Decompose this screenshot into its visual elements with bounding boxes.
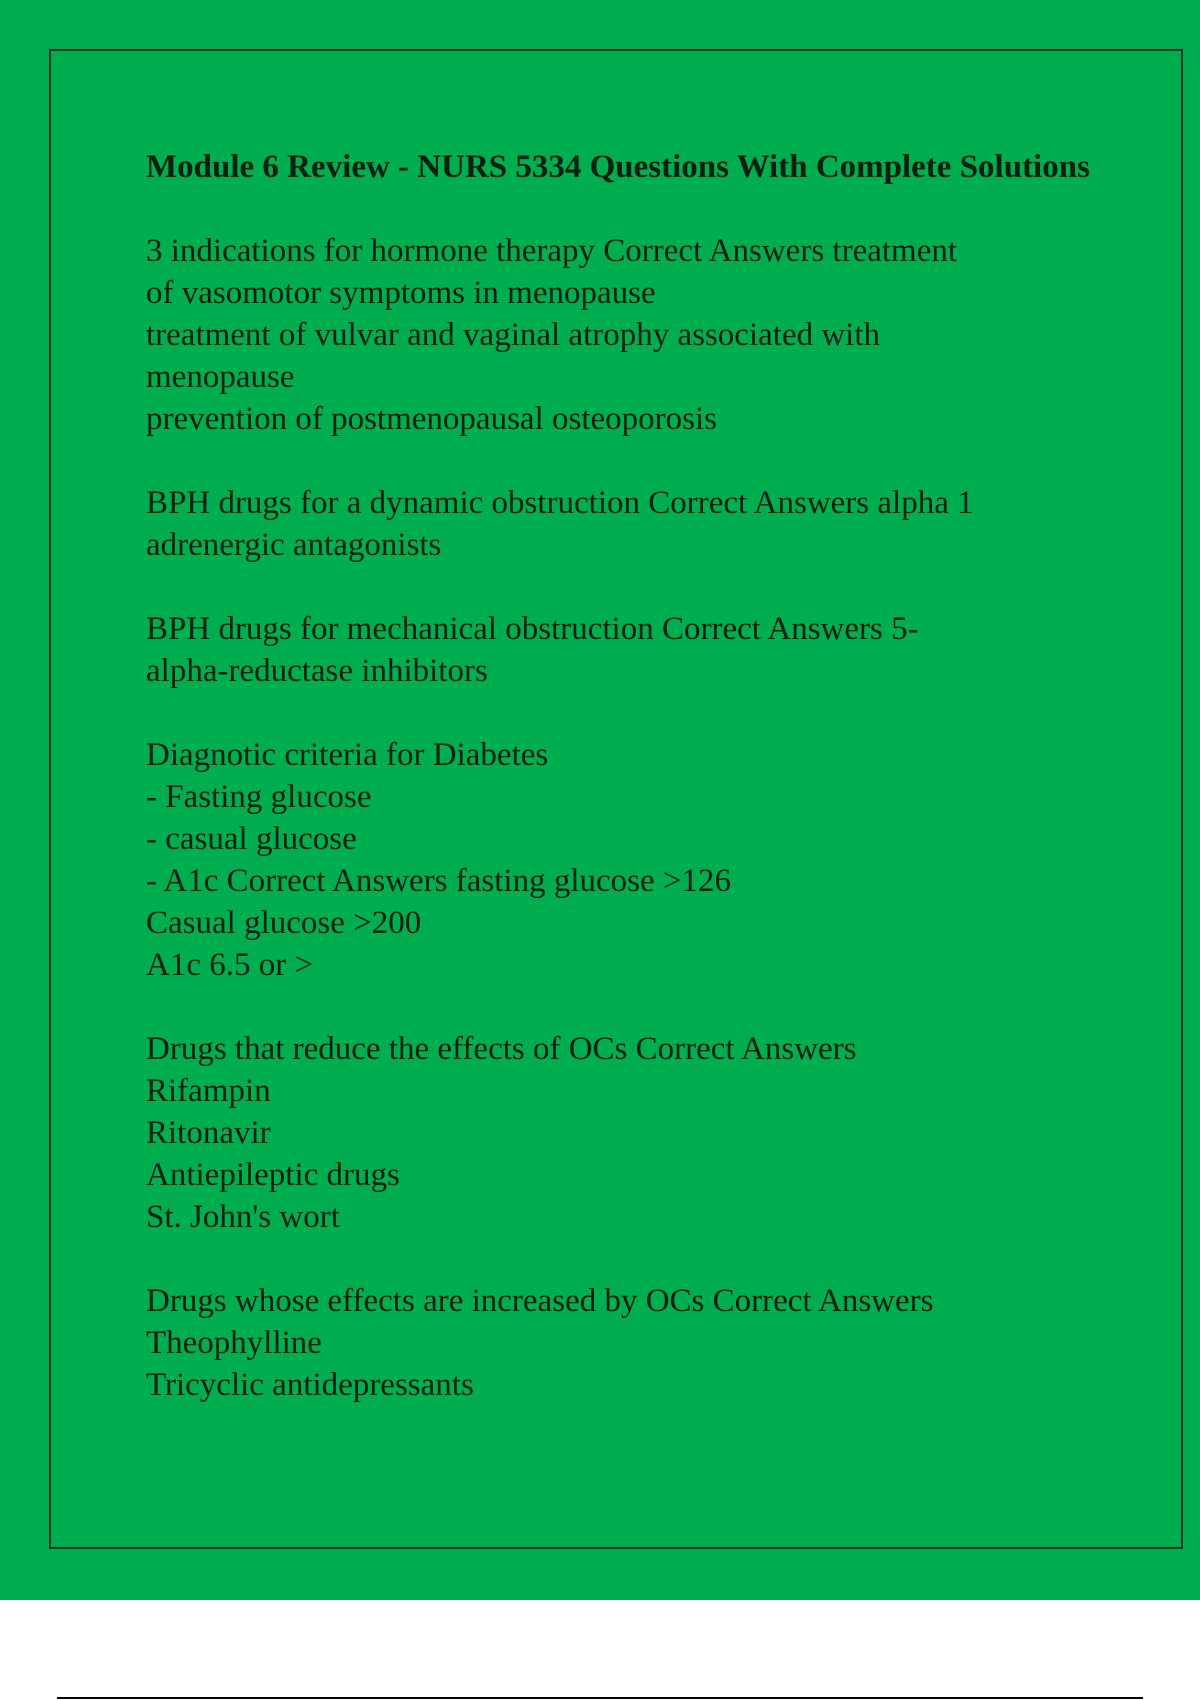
document-title: Module 6 Review - NURS 5334 Questions With Complete Solutions — [146, 149, 1090, 185]
qa-line: Rifampin — [146, 1073, 271, 1109]
qa-line: 3 indications for hormone therapy Correct Answers treatment — [146, 233, 958, 269]
qa-line: Drugs that reduce the effects of OCs Correct Answers — [146, 1031, 857, 1067]
qa-line: BPH drugs for mechanical obstruction Correct Answers 5- — [146, 611, 919, 647]
qa-line: prevention of postmenopausal osteoporosis — [146, 401, 717, 437]
qa-item-diabetes-criteria — [146, 734, 1106, 986]
qa-line: Casual glucose >200 — [146, 905, 422, 941]
qa-line: - casual glucose — [146, 821, 357, 857]
qa-line: BPH drugs for a dynamic obstruction Correct Answers alpha 1 — [146, 485, 974, 521]
qa-line: - Fasting glucose — [146, 779, 372, 815]
qa-item-oc-reducers — [146, 1028, 1106, 1238]
qa-line: St. John's wort — [146, 1199, 340, 1235]
qa-item-oc-increased — [146, 1280, 1106, 1406]
document-content — [146, 146, 1106, 1448]
qa-line: Diagnotic criteria for Diabetes — [146, 737, 549, 773]
qa-line: alpha-reductase inhibitors — [146, 653, 488, 689]
qa-line: Ritonavir — [146, 1115, 271, 1151]
qa-line: menopause — [146, 359, 295, 395]
footer-rule — [57, 1697, 1143, 1699]
qa-line: Theophylline — [146, 1325, 322, 1361]
qa-item-bph-mechanical — [146, 608, 1106, 692]
qa-line: of vasomotor symptoms in menopause — [146, 275, 656, 311]
qa-line: Tricyclic antidepressants — [146, 1367, 474, 1403]
qa-item-bph-dynamic — [146, 482, 1106, 566]
qa-line: treatment of vulvar and vaginal atrophy associated with — [146, 317, 881, 353]
qa-line: A1c 6.5 or > — [146, 947, 314, 983]
qa-item-hormone-therapy — [146, 230, 1106, 440]
qa-line: Drugs whose effects are increased by OCs Correct Answers — [146, 1283, 934, 1319]
qa-line: Antiepileptic drugs — [146, 1157, 400, 1193]
qa-line: - A1c Correct Answers fasting glucose >126 — [146, 863, 731, 899]
qa-line: adrenergic antagonists — [146, 527, 442, 563]
